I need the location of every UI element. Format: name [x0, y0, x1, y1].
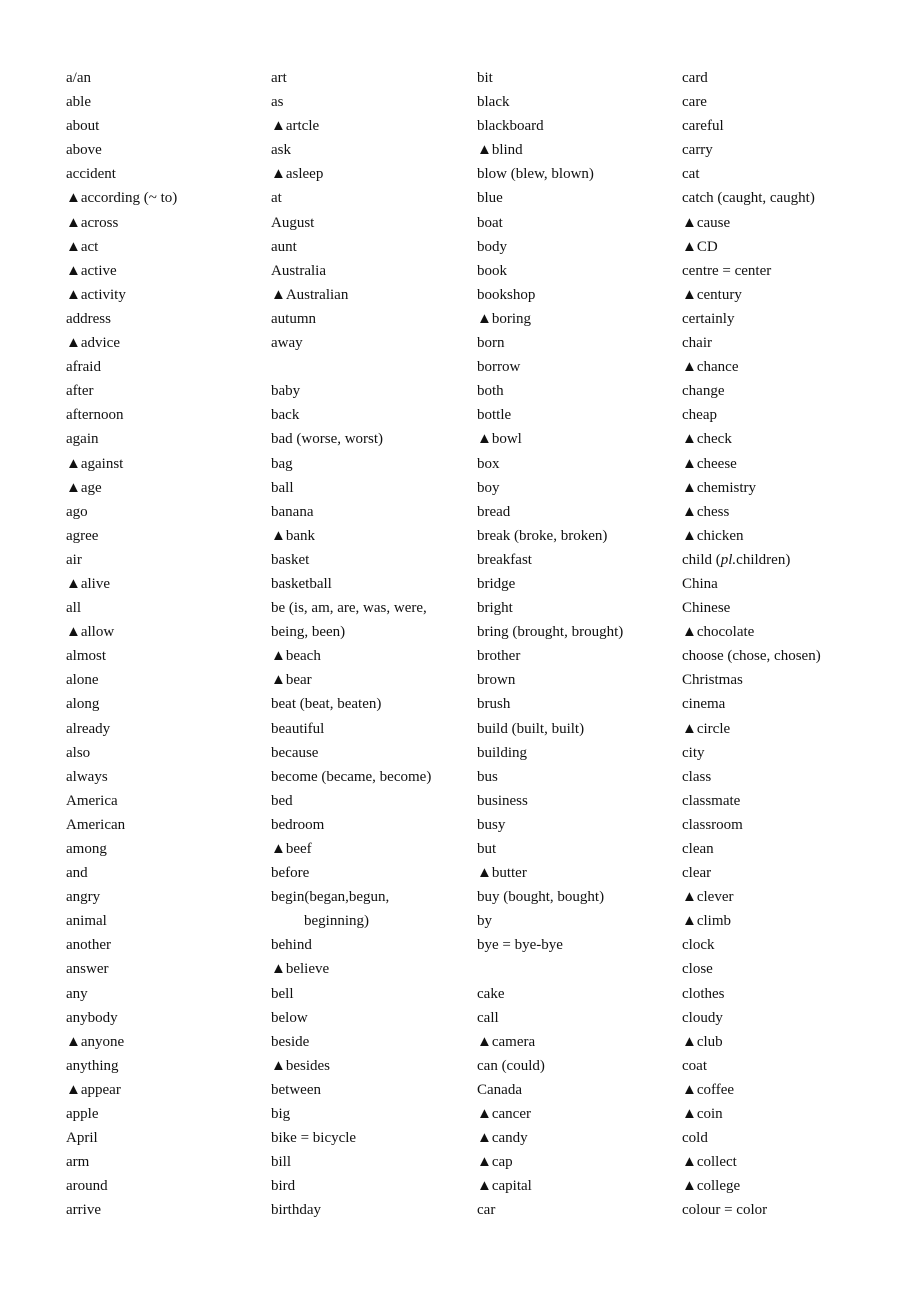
word-entry: ▲candy: [477, 1130, 528, 1147]
word-entry: afraid: [66, 359, 101, 376]
word-entry: certainly: [682, 310, 735, 327]
word-entry: at: [271, 190, 282, 207]
word-entry: ▲collect: [682, 1154, 737, 1171]
word-entry: buy (bought, bought): [477, 889, 605, 906]
blank-row: [477, 960, 677, 984]
word-entry: bag: [271, 455, 293, 472]
word-entry: agree: [66, 527, 99, 544]
word-entry: blackboard: [477, 118, 544, 135]
word-entry: autumn: [271, 310, 316, 327]
word-entry: card: [682, 70, 708, 86]
word-entry: brown: [477, 672, 516, 689]
word-entry: ▲century: [682, 286, 742, 303]
word-entry: ▲check: [682, 431, 732, 448]
word-entry: bring (brought, brought): [477, 624, 624, 641]
word-entry: around: [66, 1178, 108, 1195]
word-entry: break (broke, broken): [477, 527, 608, 544]
word-entry: body: [477, 238, 507, 255]
word-entry: bridge: [477, 575, 516, 592]
word-entry: any: [66, 985, 88, 1002]
word-entry: begin(began,begun,: [271, 889, 390, 906]
word-entry: ▲chemistry: [682, 479, 756, 496]
word-part: child (: [682, 551, 721, 568]
word-entry: ▲believe: [271, 961, 330, 978]
word-entry: banana: [271, 503, 314, 520]
word-entry: birthday: [271, 1202, 321, 1219]
word-entry: ▲artcle: [271, 118, 320, 135]
word-entry: book: [477, 262, 507, 279]
word-entry: bright: [477, 600, 513, 617]
word-entry: ▲college: [682, 1178, 741, 1195]
word-entry: close: [682, 961, 713, 978]
word-entry: ▲Australian: [271, 286, 349, 303]
word-entry: clock: [682, 937, 715, 954]
word-entry: angry: [66, 889, 101, 906]
word-entry: ▲appear: [66, 1081, 121, 1098]
word-entry: ▲bowl: [477, 431, 522, 448]
word-entry: cold: [682, 1130, 708, 1147]
word-entry: ▲besides: [271, 1057, 331, 1074]
word-entry: ▲activity: [66, 286, 126, 303]
word-entry: brush: [477, 696, 511, 713]
word-entry: bottle: [477, 407, 512, 424]
word-entry: become (became, become): [271, 768, 432, 785]
word-entry: blow (blew, blown): [477, 166, 594, 183]
word-entry: always: [66, 768, 108, 785]
blank-row: [271, 358, 471, 382]
word-entry: clear: [682, 865, 712, 882]
word-entry: beautiful: [271, 720, 325, 737]
word-entry: building: [477, 744, 528, 761]
word-entry: almost: [66, 648, 106, 665]
word-entry: as: [271, 94, 284, 111]
word-entry: both: [477, 383, 504, 400]
word-entry: aunt: [271, 238, 297, 255]
word-entry: black: [477, 94, 510, 111]
word-entry: accident: [66, 166, 116, 183]
word-entry: clothes: [682, 985, 725, 1002]
word-entry: ▲cancer: [477, 1106, 531, 1123]
word-entry: boat: [477, 214, 503, 231]
word-entry: bye = bye-bye: [477, 937, 563, 954]
word-entry: borrow: [477, 359, 521, 376]
word-entry: a/an: [66, 70, 91, 86]
word-entry: anybody: [66, 1009, 118, 1026]
word-entry: bell: [271, 985, 294, 1002]
word-entry: ago: [66, 503, 88, 520]
word-entry: between: [271, 1081, 321, 1098]
word-entry: before: [271, 865, 310, 882]
word-entry: away: [271, 335, 303, 352]
word-entry: April: [66, 1130, 98, 1147]
word-entry: Christmas: [682, 672, 743, 689]
word-entry: beside: [271, 1033, 310, 1050]
word-entry: baby: [271, 383, 301, 400]
word-entry: ▲cause: [682, 214, 731, 231]
word-entry: cat: [682, 166, 700, 183]
word-entry: back: [271, 407, 300, 424]
word-part: pl.: [720, 551, 737, 568]
word-entry: along: [66, 696, 100, 713]
word-entry: basket: [271, 551, 310, 568]
word-entry: ▲across: [66, 214, 119, 231]
word-entry: cinema: [682, 696, 726, 713]
word-entry: ▲active: [66, 262, 117, 279]
word-entry: ▲climb: [682, 913, 732, 930]
word-entry: air: [66, 551, 82, 568]
word-entry: among: [66, 841, 107, 857]
word-entry: America: [66, 792, 118, 809]
word-entry: ▲against: [66, 455, 124, 472]
word-entry: and: [66, 865, 88, 882]
word-entry: class: [682, 768, 712, 785]
word-entry: ▲clever: [682, 889, 734, 906]
word-entry: another: [66, 937, 111, 954]
word-entry: ▲age: [66, 479, 102, 496]
word-entry: ▲coffee: [682, 1081, 735, 1098]
word-entry: classroom: [682, 816, 743, 833]
word-entry: basketball: [271, 575, 332, 592]
word-entry: because: [271, 744, 319, 761]
word-entry: ▲asleep: [271, 166, 324, 183]
word-entry: careful: [682, 118, 724, 135]
word-entry: ▲camera: [477, 1033, 536, 1050]
word-entry: box: [477, 455, 500, 472]
word-entry: beat (beat, beaten): [271, 696, 382, 713]
word-entry: able: [66, 94, 91, 111]
word-entry: bad (worse, worst): [271, 431, 384, 448]
word-entry: brother: [477, 648, 521, 665]
word-entry: ▲blind: [477, 142, 523, 159]
word-column-1: [66, 69, 266, 1226]
word-entry: classmate: [682, 792, 741, 809]
word-entry: colour = color: [682, 1202, 768, 1219]
word-entry: bird: [271, 1178, 296, 1195]
word-entry: [682, 551, 882, 575]
word-entry: be (is, am, are, was, were,: [271, 600, 427, 617]
word-entry: afternoon: [66, 407, 124, 424]
word-entry: cake: [477, 985, 505, 1002]
word-entry: American: [66, 816, 126, 833]
word-entry: also: [66, 744, 91, 761]
word-entry: coat: [682, 1057, 707, 1074]
word-entry: after: [66, 383, 94, 400]
word-entry: address: [66, 310, 111, 327]
word-entry: ▲CD: [682, 238, 718, 255]
word-entry: bedroom: [271, 816, 325, 833]
word-entry: clean: [682, 841, 714, 857]
word-entry: Chinese: [682, 600, 731, 617]
word-entry: build (built, built): [477, 720, 585, 737]
word-entry: ▲club: [682, 1033, 723, 1050]
word-entry: all: [66, 600, 81, 617]
word-entry: choose (chose, chosen): [682, 648, 821, 665]
word-entry: business: [477, 792, 528, 809]
word-entry: bill: [271, 1154, 292, 1171]
word-entry: ▲bear: [271, 672, 312, 689]
word-entry: being, been): [271, 624, 346, 641]
word-entry: ▲according (~ to): [66, 190, 178, 207]
word-entry: cheap: [682, 407, 717, 424]
word-entry: bread: [477, 503, 511, 520]
word-entry: car: [477, 1202, 496, 1219]
word-entry: city: [682, 744, 705, 761]
word-entry: can (could): [477, 1057, 545, 1074]
word-entry: ▲chance: [682, 359, 739, 376]
word-entry: bookshop: [477, 286, 536, 303]
word-entry: bike = bicycle: [271, 1130, 357, 1147]
word-entry: cloudy: [682, 1009, 723, 1026]
word-entry: ask: [271, 142, 291, 159]
word-entry: big: [271, 1106, 291, 1123]
word-entry: already: [66, 720, 111, 737]
word-entry: ▲chess: [682, 503, 730, 520]
word-entry: ▲circle: [682, 720, 731, 737]
word-column-3: [477, 69, 677, 1226]
word-entry: chair: [682, 335, 712, 352]
word-entry: arm: [66, 1154, 90, 1171]
word-entry: centre = center: [682, 262, 772, 279]
word-entry: ▲coin: [682, 1106, 723, 1123]
word-entry: answer: [66, 961, 109, 978]
word-entry: animal: [66, 913, 107, 930]
word-entry: ▲beef: [271, 841, 312, 857]
word-entry: ▲chocolate: [682, 624, 755, 641]
word-entry: change: [682, 383, 725, 400]
word-entry: care: [682, 94, 707, 111]
word-entry: ▲act: [66, 238, 99, 255]
word-entry: behind: [271, 937, 312, 954]
word-part: children): [736, 551, 791, 568]
word-entry: carry: [682, 142, 713, 159]
word-entry: bus: [477, 768, 498, 785]
word-column-4: [682, 69, 882, 1226]
word-entry: bit: [477, 70, 493, 86]
word-entry: Canada: [477, 1081, 522, 1098]
word-entry: August: [271, 214, 315, 231]
word-entry: but: [477, 841, 497, 857]
word-entry: catch (caught, caught): [682, 190, 815, 207]
word-entry: China: [682, 575, 718, 592]
word-entry: alone: [66, 672, 99, 689]
word-entry: ▲cheese: [682, 455, 737, 472]
word-entry: blue: [477, 190, 503, 207]
word-entry: ▲capital: [477, 1178, 532, 1195]
word-entry: ▲butter: [477, 865, 527, 882]
word-entry: art: [271, 70, 287, 86]
word-entry: apple: [66, 1106, 99, 1123]
word-entry: above: [66, 142, 102, 159]
word-entry: arrive: [66, 1202, 101, 1219]
word-entry: ▲boring: [477, 310, 532, 327]
word-column-2: [271, 69, 471, 1226]
word-entry: bed: [271, 792, 293, 809]
word-entry: ▲alive: [66, 575, 110, 592]
word-entry: call: [477, 1009, 499, 1026]
word-entry: ▲cap: [477, 1154, 513, 1171]
word-entry: ▲bank: [271, 527, 316, 544]
word-entry: busy: [477, 816, 506, 833]
word-entry: boy: [477, 479, 500, 496]
word-entry: Australia: [271, 262, 326, 279]
word-entry: ▲anyone: [66, 1033, 125, 1050]
word-entry: breakfast: [477, 551, 532, 568]
word-entry: about: [66, 118, 100, 135]
word-entry: ball: [271, 479, 294, 496]
word-entry: again: [66, 431, 99, 448]
word-entry: ▲beach: [271, 648, 321, 665]
word-entry: ▲chicken: [682, 527, 744, 544]
word-entry: anything: [66, 1057, 119, 1074]
word-entry: by: [477, 913, 492, 930]
word-entry: ▲advice: [66, 335, 120, 352]
word-entry: ▲allow: [66, 624, 115, 641]
word-entry: beginning): [304, 913, 369, 930]
word-entry: below: [271, 1009, 308, 1026]
word-entry: born: [477, 335, 505, 352]
